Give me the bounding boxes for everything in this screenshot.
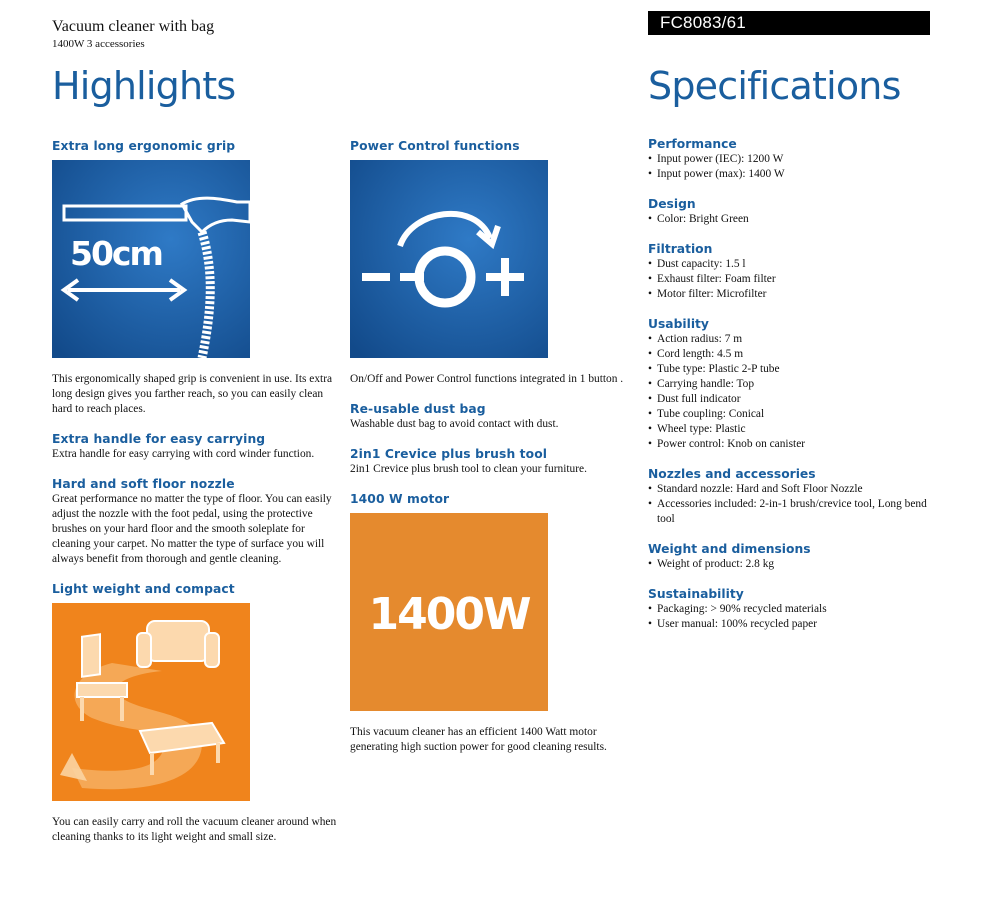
spec-group-title: Usability (648, 317, 709, 331)
feature-reusable-dust-bag (350, 402, 640, 432)
spec-item: • Weight of product: 2.8 kg (648, 557, 938, 572)
product-subtitle: 1400W 3 accessories (52, 38, 145, 50)
feature-description: Extra handle for easy carrying with cord winder function. (52, 448, 315, 460)
spec-item: • Carrying handle: Top (648, 377, 938, 392)
feature-title: Re-usable dust bag (350, 402, 486, 416)
specifications-column (648, 137, 938, 632)
feature-description: Washable dust bag to avoid contact with dust. (350, 418, 559, 430)
spec-group-title: Weight and dimensions (648, 542, 811, 556)
spec-group-title: Sustainability (648, 587, 744, 601)
feature-motor (350, 492, 640, 755)
feature-description: This ergonomically shaped grip is convenient in use. Its extra long design gives you farther reach, so you can easily clean hard to reach places. (52, 373, 333, 415)
spec-item: • Cord length: 4.5 m (648, 347, 938, 362)
feature-title: 1400 W motor (350, 492, 450, 506)
spec-group-title: Design (648, 197, 696, 211)
grip-length-label: 50cm (70, 234, 162, 273)
motor-power-image (350, 513, 548, 711)
feature-description: Great performance no matter the type of floor. You can easily adjust the nozzle with the foot pedal, using the protective brushes on your hard floor and the smooth soleplate for cleaning your carpet. No matter the type of surface you will always benefit from thorough and gentle cleaning. (52, 493, 332, 565)
spec-item: • Action radius: 7 m (648, 332, 938, 347)
feature-title: Extra handle for easy carrying (52, 432, 266, 446)
light-weight-compact-image (52, 603, 250, 801)
spec-group-weight (648, 542, 938, 572)
spec-item: • Input power (IEC): 1200 W (648, 152, 938, 167)
spec-item: • Tube coupling: Conical (648, 407, 938, 422)
ergonomic-grip-image (52, 160, 250, 358)
motor-power-label: 1400W (368, 589, 530, 640)
spec-group-sustainability (648, 587, 938, 632)
feature-extra-long-grip (52, 139, 337, 417)
spec-item: • Wheel type: Plastic (648, 422, 938, 437)
feature-title: Light weight and compact (52, 582, 235, 596)
highlights-heading: Highlights (52, 64, 236, 108)
spec-item: • Dust capacity: 1.5 l (648, 257, 938, 272)
feature-description: 2in1 Crevice plus brush tool to clean your furniture. (350, 463, 587, 475)
feature-crevice-brush-tool (350, 447, 640, 477)
power-control-image (350, 160, 548, 358)
spec-item: • Input power (max): 1400 W (648, 167, 938, 182)
feature-extra-handle (52, 432, 337, 462)
spec-item: • Exhaust filter: Foam filter (648, 272, 938, 287)
spec-group-title: Filtration (648, 242, 713, 256)
spec-group-filtration (648, 242, 938, 302)
highlights-left-column (52, 139, 337, 845)
feature-description: You can easily carry and roll the vacuum cleaner around when cleaning thanks to its light weight and small size. (52, 816, 337, 843)
feature-power-control (350, 139, 640, 387)
spec-group-nozzles (648, 467, 938, 527)
feature-description: On/Off and Power Control functions integrated in 1 button . (350, 373, 624, 385)
spec-group-usability (648, 317, 938, 452)
spec-item: • Accessories included: 2-in-1 brush/crevice tool, Long bend tool (648, 497, 938, 527)
spec-item: • Color: Bright Green (648, 212, 938, 227)
spec-item: • Motor filter: Microfilter (648, 287, 938, 302)
spec-group-title: Nozzles and accessories (648, 467, 816, 481)
spec-item: • User manual: 100% recycled paper (648, 617, 938, 632)
spec-group-design (648, 197, 938, 227)
feature-title: Power Control functions (350, 139, 520, 153)
feature-description: This vacuum cleaner has an efficient 1400 Watt motor generating high suction power for good cleaning results. (350, 726, 607, 753)
specifications-heading: Specifications (648, 64, 901, 108)
spec-item: • Standard nozzle: Hard and Soft Floor Nozzle (648, 482, 938, 497)
feature-title: Extra long ergonomic grip (52, 139, 236, 153)
feature-floor-nozzle (52, 477, 337, 567)
feature-title: Hard and soft floor nozzle (52, 477, 235, 491)
spec-item: • Dust full indicator (648, 392, 938, 407)
spec-item: • Tube type: Plastic 2-P tube (648, 362, 938, 377)
spec-item: • Packaging: > 90% recycled materials (648, 602, 938, 617)
model-number-badge: FC8083/61 (648, 11, 930, 35)
product-title: Vacuum cleaner with bag (52, 18, 215, 35)
spec-item: • Power control: Knob on canister (648, 437, 938, 452)
feature-light-weight (52, 582, 337, 845)
spec-group-performance (648, 137, 938, 182)
feature-title: 2in1 Crevice plus brush tool (350, 447, 548, 461)
spec-group-title: Performance (648, 137, 737, 151)
highlights-middle-column (350, 139, 640, 755)
